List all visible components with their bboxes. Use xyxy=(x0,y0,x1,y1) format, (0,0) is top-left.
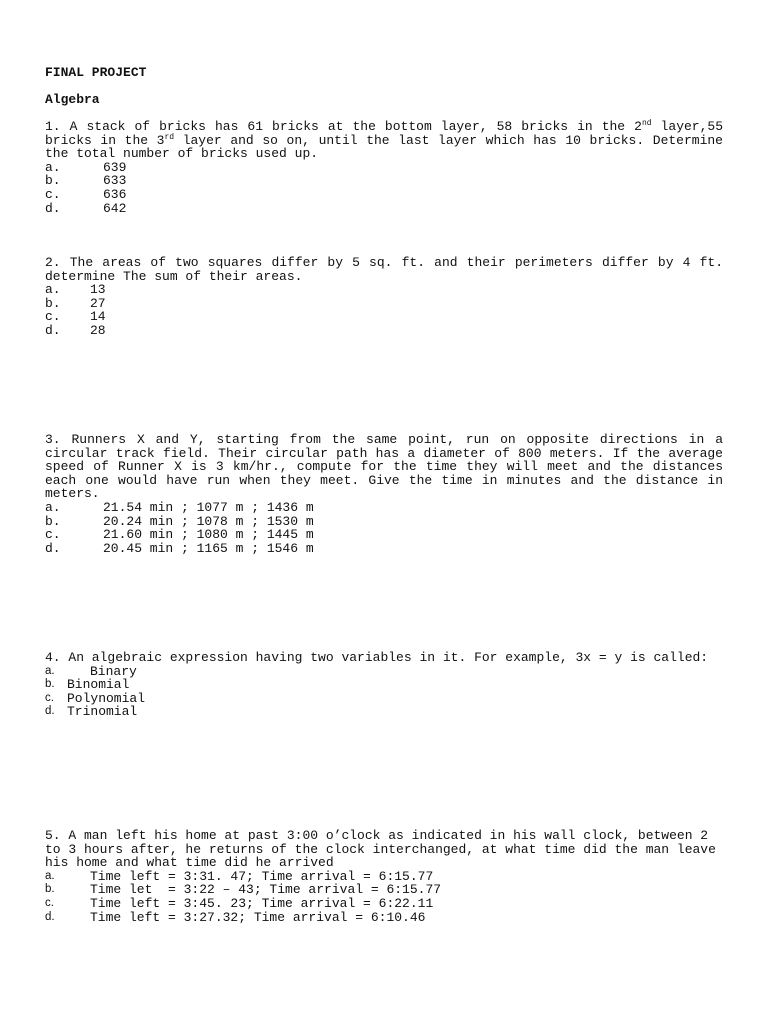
answer-option: d. Trinomial xyxy=(45,704,138,720)
question-3 xyxy=(45,433,723,555)
answer-option: d. 20.45 min ; 1165 m ; 1546 m xyxy=(45,540,314,556)
answer-option: c. Polynomial xyxy=(45,690,146,706)
question-1 xyxy=(45,120,723,215)
answer-option: c. 636 xyxy=(45,186,127,202)
answer-options xyxy=(45,665,723,719)
answer-option: a. Time left = 3:31. 47; Time arrival = 6:15.77 xyxy=(45,868,434,884)
question-2 xyxy=(45,256,723,338)
answer-option: c. 14 xyxy=(45,309,106,325)
question-text: 2. The areas of two squares differ by 5 sq. ft. and their perimeters differ by 4 ft. determine The sum of their areas. xyxy=(45,255,723,284)
answer-option: c. Time left = 3:45. 23; Time arrival = 6:22.11 xyxy=(45,895,434,911)
section-heading: Algebra xyxy=(45,92,100,107)
page-title: FINAL PROJECT xyxy=(45,65,147,80)
answer-option: c. 21.60 min ; 1080 m ; 1445 m xyxy=(45,527,314,543)
answer-options xyxy=(45,870,723,924)
question-text: 5. A man left his home at past 3:00 o’clock as indicated in his wall clock, between 2 to 3 hours after, he returns of the clock interchanged, at what time did the man leave his home and what time did he arrived xyxy=(45,828,716,871)
answer-option: a. 13 xyxy=(45,282,106,298)
answer-option: d. 642 xyxy=(45,200,127,216)
answer-option: a. 21.54 min ; 1077 m ; 1436 m xyxy=(45,499,314,515)
answer-option: d. Time left = 3:27.32; Time arrival = 6:10.46 xyxy=(45,909,426,925)
answer-option: b. 27 xyxy=(45,295,106,311)
answer-option: a. 639 xyxy=(45,159,127,175)
answer-options xyxy=(45,283,723,337)
answer-option: b. Binomial xyxy=(45,677,130,693)
answer-options xyxy=(45,161,723,215)
question-text: 3. Runners X and Y, starting from the same point, run on opposite directions in a circular track field. Their circular path has a diameter of 800 meters. If the average speed of Runner X is 3 km/hr., compute for the time they will meet and the distances each one would have run when they meet. Give the time in minutes and the distance in meters. xyxy=(45,432,723,502)
answer-option: b. 20.24 min ; 1078 m ; 1530 m xyxy=(45,513,314,529)
question-5 xyxy=(45,829,723,924)
answer-option: b. 633 xyxy=(45,173,127,189)
answer-options xyxy=(45,501,723,555)
answer-option: a. Binary xyxy=(45,663,137,679)
question-text: 4. An algebraic expression having two variables in it. For example, 3x = y is called: xyxy=(45,650,709,665)
answer-option: b. Time let = 3:22 – 43; Time arrival = 6:15.77 xyxy=(45,882,442,898)
answer-option: d. 28 xyxy=(45,322,106,338)
question-text: 1. A stack of bricks has 61 bricks at the bottom layer, 58 bricks in the 2nd layer,55 bricks in the 3rd layer and so on, until the last layer which has 10 bricks. Determine the total number of bricks used up. xyxy=(45,119,724,162)
question-4 xyxy=(45,651,723,719)
